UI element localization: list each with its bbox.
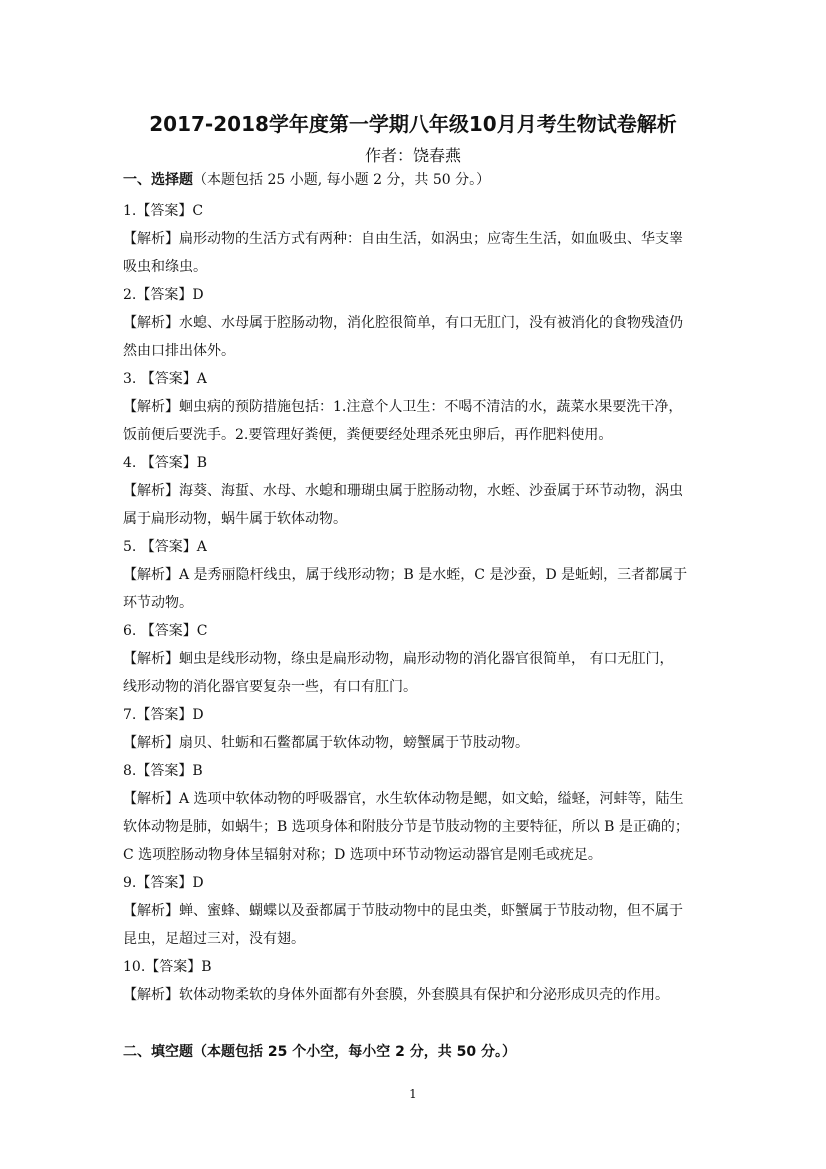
answer-line: 9.【答案】D (123, 875, 204, 891)
answer-line: 10.【答案】B (123, 959, 212, 975)
explanation-line: 【解析】扁形动物的生活方式有两种：自由生活，如涡虫；应寄生生活，如血吸虫、华支睾 (123, 231, 683, 247)
explanation (123, 729, 701, 757)
explanation (123, 309, 701, 365)
explanation-line: 然由口排出体外。 (123, 343, 235, 359)
explanation-line: 【解析】蝉、蜜蜂、蝴蝶以及蚕都属于节肢动物中的昆虫类，虾蟹属于节肢动物，但不属于 (123, 903, 683, 919)
answer-line: 2.【答案】D (123, 287, 204, 303)
section-heading-fill-blank (123, 1042, 723, 1062)
explanation-line: 【解析】软体动物柔软的身体外面都有外套膜，外套膜具有保护和分泌形成贝壳的作用。 (123, 987, 669, 1003)
explanation-line: 【解析】A 选项中软体动物的呼吸器官，水生软体动物是鳃，如文蛤，缢蛏，河蚌等，陆生 (123, 791, 684, 807)
explanation-line: 属于扁形动物，蜗牛属于软体动物。 (123, 511, 347, 527)
explanation (123, 393, 701, 449)
explanation-line: 饭前便后要洗手。2.要管理好粪便，粪便要经处理杀死虫卵后，再作肥料使用。 (123, 427, 613, 443)
explanation (123, 645, 701, 701)
explanation-line: 吸虫和绦虫。 (123, 259, 207, 275)
explanation (123, 477, 701, 533)
section-lead: 一、选择题 (123, 172, 193, 188)
answer-line: 8.【答案】B (123, 763, 203, 779)
section-lead: 二、填空题 (123, 1044, 193, 1060)
explanation (123, 225, 701, 281)
explanation-line: 【解析】海葵、海蜇、水母、水螅和珊瑚虫属于腔肠动物，水蛭、沙蚕属于环节动物，涡虫 (123, 483, 683, 499)
explanation (123, 785, 701, 869)
explanation-line: 昆虫，足超过三对，没有翅。 (123, 931, 305, 947)
section-note: （本题包括 25 小题, 每小题 2 分，共 50 分。） (193, 172, 491, 188)
author-line: 作者：饶春燕 (364, 146, 461, 165)
explanation-line: 线形动物的消化器官要复杂一些，有口有肛门。 (123, 679, 417, 695)
answer-line: 5. 【答案】A (123, 539, 207, 555)
answer-line: 1.【答案】C (123, 203, 204, 219)
section-note: （本题包括 25 个小空，每小空 2 分，共 50 分。） (193, 1044, 516, 1060)
answer-line: 7.【答案】D (123, 707, 204, 723)
answer-line: 3. 【答案】A (123, 371, 207, 387)
explanation-line: 【解析】A 是秀丽隐杆线虫，属于线形动物；B 是水蛭，C 是沙蚕，D 是蚯蚓，三者都属于 (123, 567, 688, 583)
explanation-line: 软体动物是肺，如蜗牛；B 选项身体和附肢分节是节肢动物的主要特征，所以 B 是正确的； (123, 819, 689, 835)
explanation-line: 环节动物。 (123, 595, 193, 611)
explanation (123, 981, 701, 1009)
explanation (123, 561, 701, 617)
answer-line: 6. 【答案】C (123, 623, 208, 639)
document-title: 2017-2018学年度第一学期八年级10月月考生物试卷解析 (149, 112, 677, 136)
explanation-line: 【解析】蛔虫是线形动物，绦虫是扁形动物，扁形动物的消化器官很简单， 有口无肛门， (123, 651, 674, 667)
answer-list (123, 197, 701, 1009)
answer-line: 4. 【答案】B (123, 455, 208, 471)
page-number: 1 (409, 1087, 417, 1101)
explanation-line: 【解析】扇贝、牡蛎和石鳖都属于软体动物，螃蟹属于节肢动物。 (123, 735, 529, 751)
explanation-line: 【解析】水螅、水母属于腔肠动物，消化腔很简单，有口无肛门，没有被消化的食物残渣仍 (123, 315, 683, 331)
explanation (123, 897, 701, 953)
explanation-line: C 选项腔肠动物身体呈辐射对称；D 选项中环节动物运动器官是刚毛或疣足。 (123, 847, 602, 863)
section-heading-choice (123, 170, 723, 190)
explanation-line: 【解析】蛔虫病的预防措施包括：1.注意个人卫生：不喝不清洁的水，蔬菜水果要洗干净， (123, 399, 683, 415)
